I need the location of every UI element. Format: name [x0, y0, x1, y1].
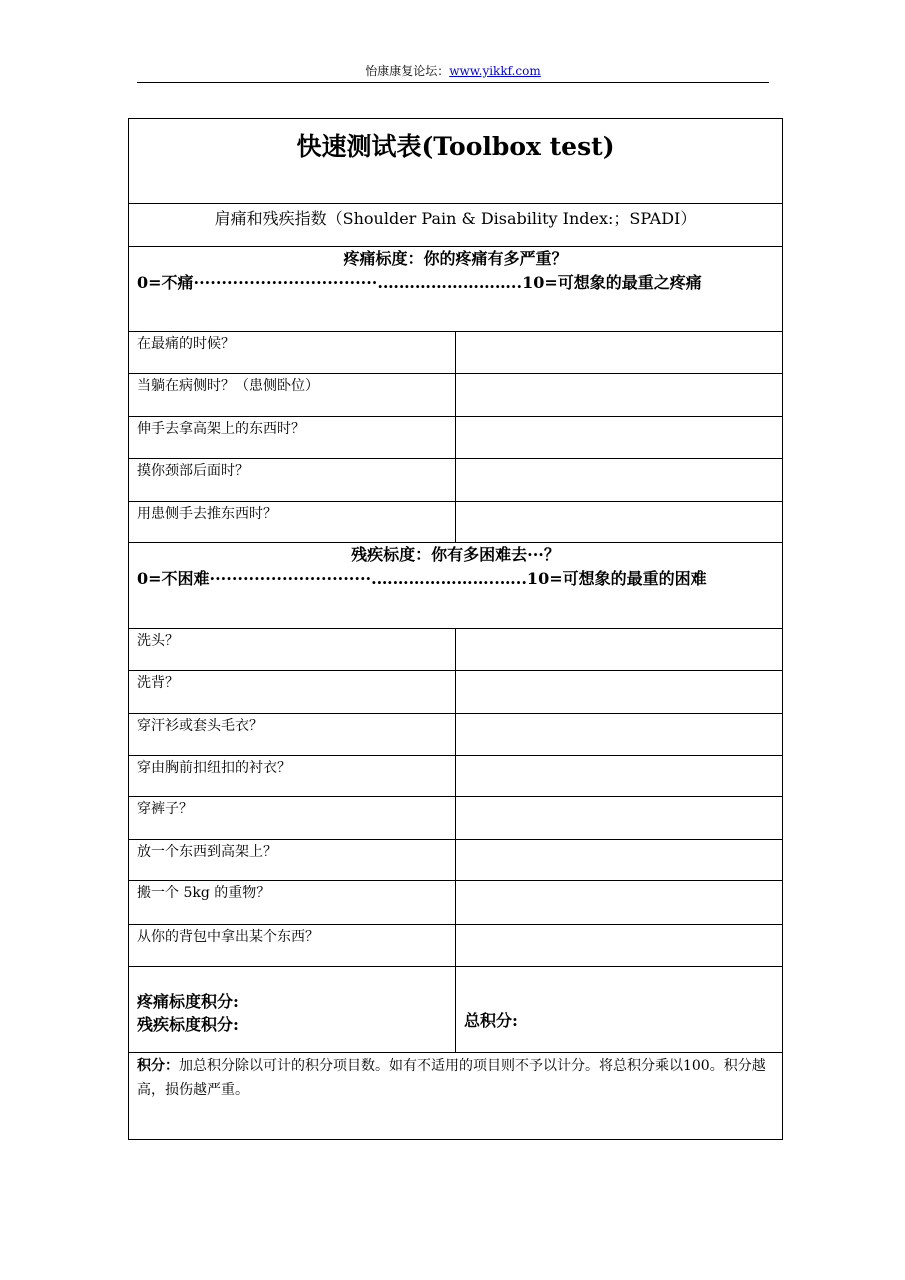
total-score-cell[interactable]: [456, 967, 783, 1053]
pain-answer-field[interactable]: [456, 502, 783, 543]
pain-question-label: 摸你颈部后面时？: [129, 459, 456, 502]
pain-answer-field[interactable]: [456, 417, 783, 459]
disability-answer-field[interactable]: [456, 714, 783, 756]
pain-answer-field[interactable]: [456, 374, 783, 417]
disability-question-label: 穿裤子？: [129, 797, 456, 840]
scoring-note: [129, 1053, 783, 1140]
pain-question-label: 伸手去拿高架上的东西时？: [129, 417, 456, 459]
disability-score-label: 残疾标度积分:: [137, 1015, 239, 1034]
disability-answer-field[interactable]: [456, 925, 783, 967]
pain-scale-range: 0=不痛·································.……………………..10=可想象的最重之疼痛: [137, 273, 702, 292]
disability-question-label: 从你的背包中拿出某个东西？: [129, 925, 456, 967]
disability-scale-heading: 残疾标度：你有多困难去···？: [351, 545, 560, 564]
disability-answer-field[interactable]: [456, 881, 783, 925]
header-prefix: 怡康康复论坛：: [365, 64, 450, 78]
pain-scale-heading: 疼痛标度：你的疼痛有多严重？: [343, 249, 568, 268]
disability-answer-field[interactable]: [456, 840, 783, 881]
disability-answer-field[interactable]: [456, 629, 783, 671]
disability-scale-header: [129, 543, 783, 629]
subscale-scores-cell[interactable]: [129, 967, 456, 1053]
disability-answer-field[interactable]: [456, 756, 783, 797]
scoring-note-label: 积分：: [137, 1058, 179, 1074]
pain-score-label: 疼痛标度积分:: [137, 992, 239, 1011]
disability-question-label: 放一个东西到高架上？: [129, 840, 456, 881]
disability-question-label: 穿汗衫或套头毛衣？: [129, 714, 456, 756]
pain-question-label: 当躺在病侧时？（患侧卧位）: [129, 374, 456, 417]
form-subtitle: 肩痛和残疾指数（Shoulder Pain & Disability Index:；SPADI）: [129, 204, 783, 247]
pain-scale-header: [129, 247, 783, 332]
disability-answer-field[interactable]: [456, 797, 783, 840]
pain-question-label: 在最痛的时候？: [129, 332, 456, 374]
disability-scale-range: 0=不困难·····························.…………………..…..10=可想象的最重的困难: [137, 569, 707, 588]
website-link[interactable]: www.yikkf.com: [449, 64, 541, 78]
pain-question-label: 用患侧手去推东西时？: [129, 502, 456, 543]
disability-question-label: 穿由胸前扣纽扣的衬衣？: [129, 756, 456, 797]
disability-question-label: 洗头？: [129, 629, 456, 671]
page-header: [137, 63, 769, 83]
disability-answer-field[interactable]: [456, 671, 783, 714]
disability-question-label: 洗背？: [129, 671, 456, 714]
pain-answer-field[interactable]: [456, 459, 783, 502]
disability-question-label: 搬一个 5kg 的重物？: [129, 881, 456, 925]
total-score-label: 总积分:: [464, 1011, 518, 1030]
toolbox-test-form: [128, 118, 783, 1140]
pain-answer-field[interactable]: [456, 332, 783, 374]
scoring-note-text: 加总积分除以可计的积分项目数。如有不适用的项目则不予以计分。将总积分乘以100。积分越高，损伤越严重。: [137, 1058, 766, 1098]
form-title: 快速测试表(Toolbox test): [129, 119, 783, 204]
